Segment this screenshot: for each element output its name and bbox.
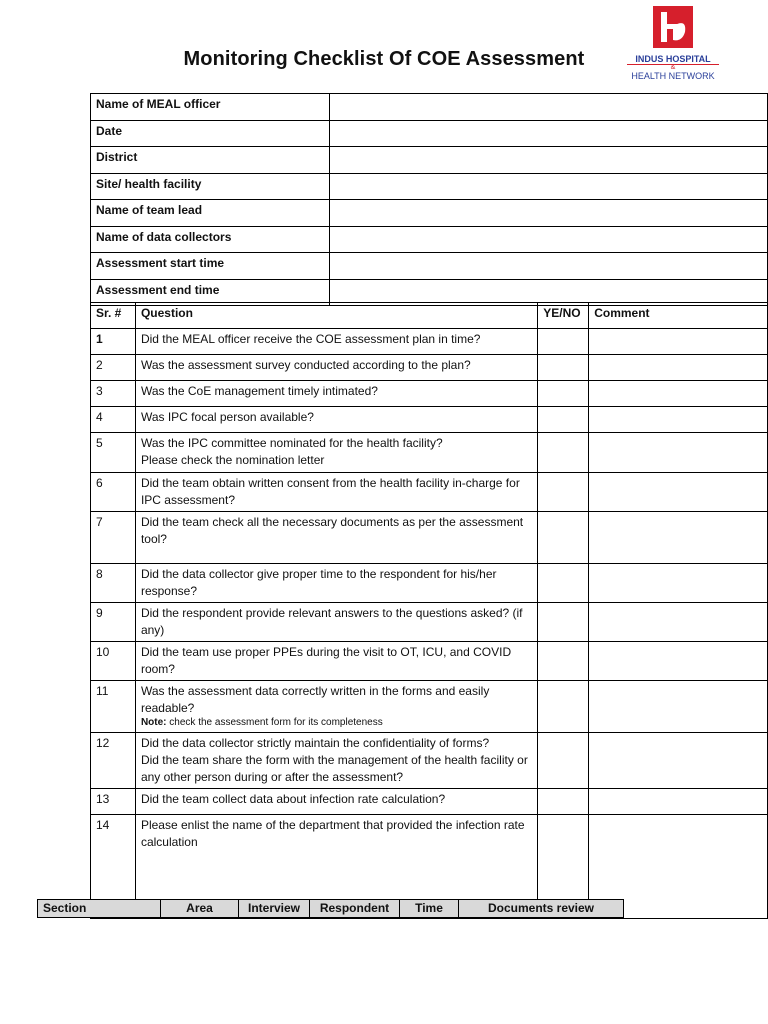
info-label: Assessment end time (91, 279, 330, 306)
documents-review-col-header: Documents review (459, 900, 624, 918)
info-row (91, 147, 768, 174)
sr-number: 7 (91, 512, 136, 564)
table-row (91, 433, 768, 473)
checklist-header-row (91, 303, 768, 329)
question-text: Did the team collect data about infection rate calculation? (135, 789, 537, 815)
yesno-cell[interactable] (538, 407, 589, 433)
table-row (91, 473, 768, 512)
info-value-field[interactable] (330, 173, 768, 200)
question-text: Did the team use proper PPEs during the visit to OT, ICU, and COVID room? (135, 642, 537, 681)
question-text: Was IPC focal person available? (135, 407, 537, 433)
info-label: Date (91, 120, 330, 147)
info-value-field[interactable] (330, 94, 768, 121)
question-text: Please enlist the name of the department that provided the infection rate calculation (135, 815, 537, 919)
comment-cell[interactable] (589, 642, 768, 681)
table-row (91, 789, 768, 815)
sr-number: 6 (91, 473, 136, 512)
sr-number: 8 (91, 564, 136, 603)
sr-number: 4 (91, 407, 136, 433)
logo-text-line-2: HEALTH NETWORK (631, 71, 715, 81)
sr-number: 14 (91, 815, 136, 919)
yesno-header: YE/NO (538, 303, 589, 329)
yesno-cell[interactable] (538, 473, 589, 512)
comment-cell[interactable] (589, 407, 768, 433)
interview-col-header: Interview (239, 900, 310, 918)
comment-cell[interactable] (589, 433, 768, 473)
info-row (91, 120, 768, 147)
section-header-row (38, 900, 624, 918)
yesno-cell[interactable] (538, 433, 589, 473)
question-text: Did the team obtain written consent from the health facility in-charge for IPC assessment? (135, 473, 537, 512)
logo-text-ampersand: & (670, 64, 676, 71)
yesno-cell[interactable] (538, 603, 589, 642)
info-label: District (91, 147, 330, 174)
yesno-cell[interactable] (538, 681, 589, 733)
hospital-logo-icon (651, 4, 695, 50)
question-text: Did the MEAL officer receive the COE assessment plan in time? (135, 329, 537, 355)
info-row (91, 200, 768, 227)
table-row (91, 329, 768, 355)
question-text (135, 681, 537, 733)
info-value-field[interactable] (330, 200, 768, 227)
info-row (91, 226, 768, 253)
comment-cell[interactable] (589, 603, 768, 642)
question-text: Did the team check all the necessary documents as per the assessment tool? (135, 512, 537, 564)
area-col-header: Area (161, 900, 239, 918)
note-text: check the assessment form for its completeness (169, 717, 383, 728)
info-value-field[interactable] (330, 253, 768, 280)
question-line: Was the IPC committee nominated for the health facility? (140, 436, 443, 450)
sr-number: 13 (91, 789, 136, 815)
comment-cell[interactable] (589, 789, 768, 815)
table-row (91, 681, 768, 733)
info-row (91, 94, 768, 121)
table-row (91, 603, 768, 642)
info-value-field[interactable] (330, 226, 768, 253)
comment-header: Comment (589, 303, 768, 329)
question-text: Was the assessment survey conducted according to the plan? (135, 355, 537, 381)
yesno-cell[interactable] (538, 642, 589, 681)
question-text: Did the data collector give proper time to the respondent for his/her response? (135, 564, 537, 603)
checklist-table (90, 302, 768, 919)
question-text: Was the CoE management timely intimated? (135, 381, 537, 407)
comment-cell[interactable] (589, 733, 768, 789)
comment-cell[interactable] (589, 355, 768, 381)
info-row (91, 173, 768, 200)
table-row (91, 355, 768, 381)
logo-text-line-1: INDUS HOSPITAL (635, 54, 711, 64)
info-label: Name of data collectors (91, 226, 330, 253)
question-line: Did the data collector strictly maintain the confidentiality of forms? (140, 736, 490, 750)
section-col-header: Section (38, 900, 161, 918)
question-text: Did the respondent provide relevant answers to the questions asked? (if any) (135, 603, 537, 642)
question-note (141, 717, 532, 729)
table-row (91, 642, 768, 681)
sr-header: Sr. # (91, 303, 136, 329)
question-line: Was the assessment data correctly written in the forms and easily readable? (140, 684, 490, 715)
info-label: Name of team lead (91, 200, 330, 227)
sr-number: 12 (91, 733, 136, 789)
table-row (91, 564, 768, 603)
yesno-cell[interactable] (538, 355, 589, 381)
info-value-field[interactable] (330, 120, 768, 147)
info-label: Name of MEAL officer (91, 94, 330, 121)
sr-number: 9 (91, 603, 136, 642)
info-value-field[interactable] (330, 147, 768, 174)
yesno-cell[interactable] (538, 564, 589, 603)
info-label: Site/ health facility (91, 173, 330, 200)
comment-cell[interactable] (589, 473, 768, 512)
comment-cell[interactable] (589, 512, 768, 564)
yesno-cell[interactable] (538, 789, 589, 815)
comment-cell[interactable] (589, 681, 768, 733)
sr-number: 1 (91, 329, 136, 355)
officer-info-table (90, 93, 768, 306)
sr-number: 10 (91, 642, 136, 681)
yesno-cell[interactable] (538, 329, 589, 355)
yesno-cell[interactable] (538, 381, 589, 407)
comment-cell[interactable] (589, 564, 768, 603)
table-row (91, 512, 768, 564)
comment-cell[interactable] (589, 381, 768, 407)
question-header: Question (135, 303, 537, 329)
sr-number: 3 (91, 381, 136, 407)
sr-number: 2 (91, 355, 136, 381)
time-col-header: Time (400, 900, 459, 918)
note-label: Note: (140, 717, 167, 728)
sr-number: 11 (91, 681, 136, 733)
sr-number: 5 (91, 433, 136, 473)
table-row (91, 381, 768, 407)
respondent-col-header: Respondent (310, 900, 400, 918)
hospital-logo (618, 4, 728, 84)
table-row (91, 407, 768, 433)
section-header-table (37, 899, 624, 918)
question-text (135, 433, 537, 473)
question-text (135, 733, 537, 789)
table-row (91, 733, 768, 789)
comment-cell[interactable] (589, 329, 768, 355)
yesno-cell[interactable] (538, 733, 589, 789)
question-subline: Please check the nomination letter (140, 453, 325, 467)
info-row (91, 253, 768, 280)
yesno-cell[interactable] (538, 512, 589, 564)
page-title: Monitoring Checklist Of COE Assessment (183, 48, 585, 70)
question-subline: Did the team share the form with the management of the health facility or any other person during or after the assessment? (140, 753, 528, 784)
info-label: Assessment start time (91, 253, 330, 280)
